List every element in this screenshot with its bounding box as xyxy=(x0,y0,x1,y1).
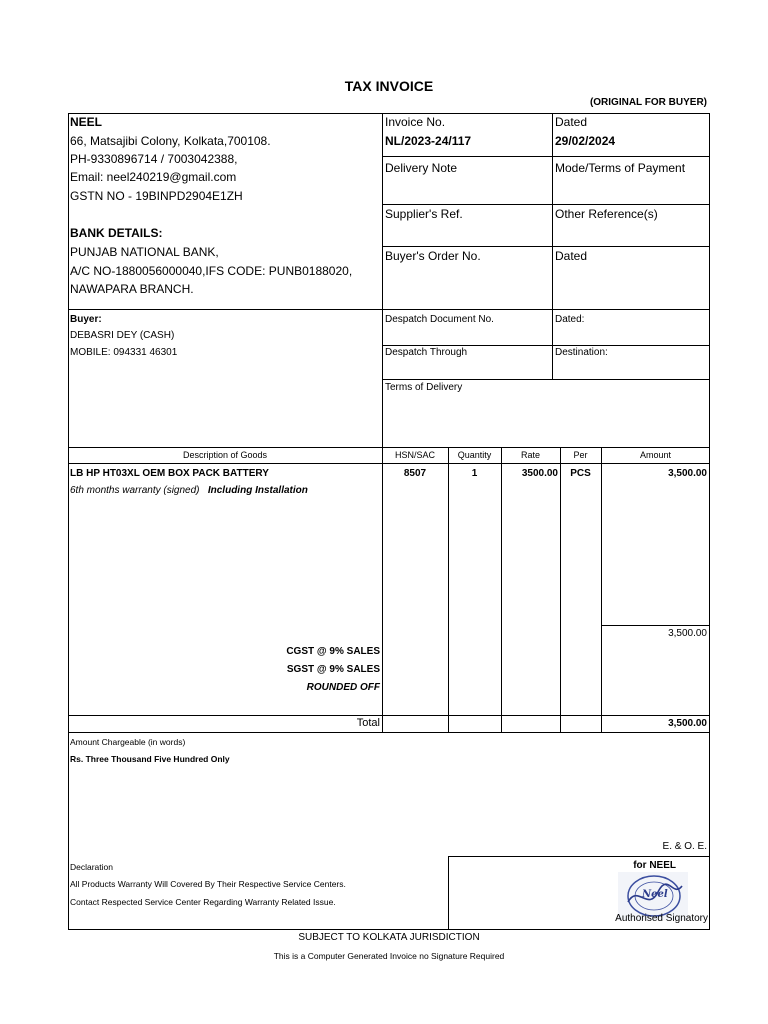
despatch-doc-label: Despatch Document No. xyxy=(385,314,494,325)
bank-heading: BANK DETAILS: xyxy=(70,226,163,240)
delivery-note-label: Delivery Note xyxy=(385,161,458,175)
invoice-no-label: Invoice No. xyxy=(385,115,446,129)
seller-name: NEEL xyxy=(70,115,103,129)
other-ref-label: Other Reference(s) xyxy=(555,207,658,221)
seller-phone: PH-9330896714 / 7003042388, xyxy=(70,152,238,166)
destination-label: Destination: xyxy=(555,347,608,358)
item-note xyxy=(70,486,308,496)
seller-email: Email: neel240219@gmail.com xyxy=(70,170,237,184)
buyer-label: Buyer: xyxy=(70,314,102,325)
item-rate: 3500.00 xyxy=(521,468,558,479)
cgst-label: CGST @ 9% SALES xyxy=(286,646,380,657)
bank-account: A/C NO-1880056000040,IFS CODE: PUNB0188020, xyxy=(70,264,353,278)
declaration-line-1: All Products Warranty Will Covered By Their Respective Service Centers. xyxy=(70,879,346,889)
item-quantity: 1 xyxy=(471,468,478,479)
invoice-title: TAX INVOICE xyxy=(344,78,434,94)
declaration-label: Declaration xyxy=(70,862,113,872)
eoe-label: E. & O. E. xyxy=(662,841,707,852)
seller-address: 66, Matsajibi Colony, Kolkata,700108. xyxy=(70,134,271,148)
order-dated-label: Dated xyxy=(555,249,588,263)
despatch-dated-label: Dated: xyxy=(555,314,585,325)
item-note-bold: Including Installation xyxy=(207,485,308,496)
buyers-order-label: Buyer's Order No. xyxy=(385,249,481,263)
stamp-text: Neel xyxy=(642,889,668,900)
item-amount: 3,500.00 xyxy=(668,468,707,479)
sgst-label: SGST @ 9% SALES xyxy=(286,664,380,675)
header-per: Per xyxy=(573,450,588,460)
item-hsn: 8507 xyxy=(403,468,427,479)
bank-branch: NAWAPARA BRANCH. xyxy=(70,282,194,296)
rounded-off-label: ROUNDED OFF xyxy=(306,682,380,693)
mode-terms-label: Mode/Terms of Payment xyxy=(555,161,686,175)
total-amount: 3,500.00 xyxy=(668,718,707,729)
copy-label: (ORIGINAL FOR BUYER) xyxy=(589,97,707,108)
header-amount: Amount xyxy=(639,450,672,460)
item-description: LB HP HT03XL OEM BOX PACK BATTERY xyxy=(70,468,269,479)
terms-delivery-label: Terms of Delivery xyxy=(385,382,463,393)
item-per: PCS xyxy=(570,468,591,479)
words-label: Amount Chargeable (in words) xyxy=(70,737,186,747)
buyer-mobile: MOBILE: 094331 46301 xyxy=(70,347,178,358)
item-note-text: 6th months warranty (signed) xyxy=(70,485,200,496)
seller-gstn: GSTN NO - 19BINPD2904E1ZH xyxy=(70,189,243,203)
header-quantity: Quantity xyxy=(457,450,492,460)
header-hsn: HSN/SAC xyxy=(394,450,435,460)
header-description: Description of Goods xyxy=(182,450,268,460)
for-company-label: for NEEL xyxy=(633,860,676,871)
dated-value: 29/02/2024 xyxy=(555,134,616,148)
total-label: Total xyxy=(356,717,380,729)
suppliers-ref-label: Supplier's Ref. xyxy=(385,207,463,221)
declaration-line-2: Contact Respected Service Center Regarding Warranty Related Issue. xyxy=(70,897,336,907)
computer-generated-note: This is a Computer Generated Invoice no Signature Required xyxy=(273,951,505,961)
header-rate: Rate xyxy=(520,450,540,460)
despatch-through-label: Despatch Through xyxy=(385,347,468,358)
buyer-name: DEBASRI DEY (CASH) xyxy=(70,330,175,341)
words-value: Rs. Three Thousand Five Hundred Only xyxy=(70,754,230,764)
jurisdiction-note: SUBJECT TO KOLKATA JURISDICTION xyxy=(298,932,480,943)
invoice-no-value: NL/2023-24/117 xyxy=(385,134,472,148)
dated-label: Dated xyxy=(555,115,588,129)
authorised-signatory-label: Authorised Signatory xyxy=(615,913,708,924)
bank-name: PUNJAB NATIONAL BANK, xyxy=(70,245,219,259)
subtotal-amount: 3,500.00 xyxy=(668,628,707,639)
